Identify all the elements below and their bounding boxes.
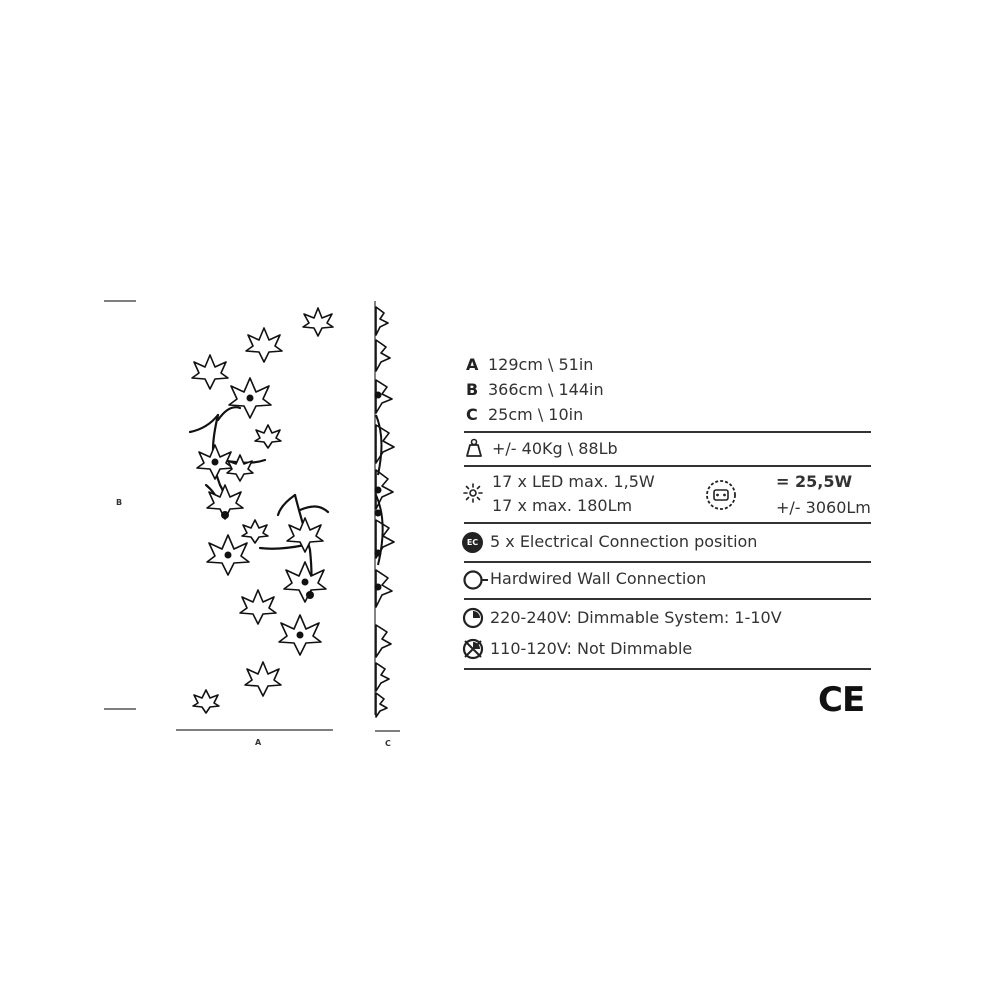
side-leaf-4 (376, 425, 394, 463)
leaf-9 (242, 520, 268, 543)
front-view-svg (100, 290, 345, 750)
spec-electrical-connection: 5 x Electrical Connection position (490, 532, 758, 551)
spec-weight: +/- 40Kg \ 88Lb (492, 439, 618, 458)
bulb-1 (247, 395, 254, 402)
spec-dimension-b (466, 380, 604, 399)
divider (464, 522, 871, 524)
bulb-5 (302, 579, 309, 586)
side-bulb-1 (375, 392, 382, 399)
side-bulb-2 (375, 487, 382, 494)
spec-hardwired: Hardwired Wall Connection (490, 569, 707, 588)
dimension-value: 129cm \ 51in (488, 355, 594, 374)
leaf-16 (193, 690, 219, 713)
side-view-svg (360, 295, 405, 735)
leaf-15 (245, 662, 281, 696)
leaf-1 (303, 308, 333, 336)
leaf-2 (246, 328, 282, 362)
divider (464, 465, 871, 467)
divider (464, 561, 871, 563)
dimension-label-a: A (255, 738, 262, 747)
side-leaf-2 (376, 340, 390, 371)
dimension-value: 366cm \ 144in (488, 380, 604, 399)
leaf-13 (240, 590, 276, 624)
side-leaf-9 (376, 663, 389, 691)
leaf-5 (255, 425, 281, 448)
branch-right-twig-3 (260, 545, 305, 549)
front-view-drawing (100, 290, 345, 750)
light-bulb-sun-icon (463, 483, 483, 503)
branch-right-twig-2 (300, 506, 328, 512)
branch-left-twig-2 (218, 407, 240, 420)
bulb-4 (225, 552, 232, 559)
branch-right-twig-1 (278, 495, 295, 515)
spec-dimension-c (466, 405, 583, 424)
leaves (192, 308, 333, 713)
divider (464, 668, 871, 670)
branch-left-twig-1 (190, 415, 218, 432)
bulb-3 (221, 511, 229, 519)
hardwired-connection-icon (462, 569, 488, 591)
spec-dimension-a (466, 355, 593, 374)
side-leaf-1 (376, 307, 388, 335)
spec-led-power: 17 x LED max. 1,5W (492, 472, 655, 491)
not-dimmable-icon (462, 638, 484, 660)
spec-not-dimmable: 110-120V: Not Dimmable (490, 639, 693, 658)
dimension-letter: C (466, 405, 478, 424)
leaf-7 (227, 455, 253, 481)
side-leaf-8 (376, 625, 391, 657)
spec-led-lumen: 17 x max. 180Lm (492, 496, 633, 515)
bulb-7 (297, 632, 304, 639)
divider (464, 598, 871, 600)
dimension-letter: B (466, 380, 479, 399)
divider (464, 431, 871, 433)
electrical-connection-icon: EC (462, 532, 483, 553)
spec-dimmable: 220-240V: Dimmable System: 1-10V (490, 608, 782, 627)
side-bulb-5 (375, 584, 382, 591)
spec-total-watt: = 25,5W (776, 472, 853, 491)
leaf-3 (192, 355, 228, 389)
dimmer-icon (462, 607, 484, 629)
bulb-2 (212, 459, 219, 466)
side-leaf-10 (376, 693, 387, 717)
ce-mark-logo: CE (818, 680, 865, 720)
dimension-letter: A (466, 355, 479, 374)
spec-total-lumen: +/- 3060Lm (776, 498, 871, 517)
side-view-drawing (360, 295, 405, 735)
dimension-label-b: B (116, 498, 123, 507)
dimension-label-c: C (385, 739, 391, 748)
dimension-value: 25cm \ 10in (488, 405, 584, 424)
bulb-6 (306, 591, 314, 599)
weight-icon (465, 438, 483, 458)
lamp-socket-icon (704, 478, 738, 512)
